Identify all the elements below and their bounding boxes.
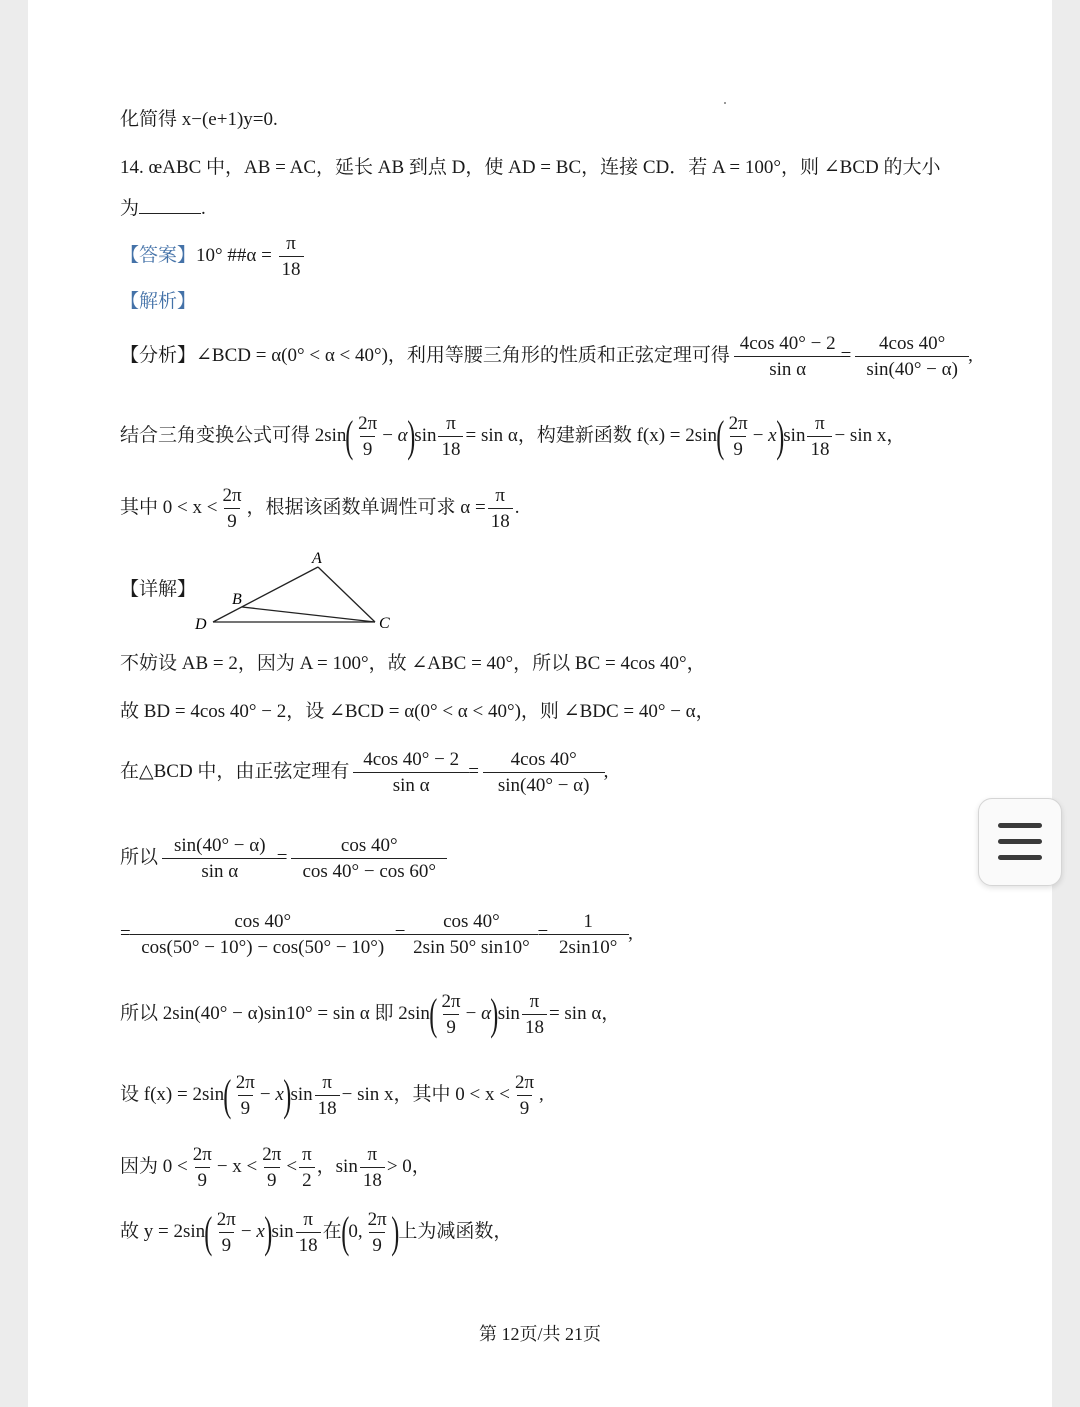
answer-line: 【答案】10° ##α = $\frac{\pi}{18}$ bbox=[120, 234, 306, 279]
answer-label: 【答案】 bbox=[120, 244, 197, 266]
hamburger-icon-bar-3 bbox=[998, 855, 1042, 860]
decreasing-line: 故 y = 2sin( $\frac{2\pi}{9}$ − x)sin $\frac{\pi}{18}$ 在(0, $\frac{2\pi}{9}$ )上为减函数， bbox=[120, 1207, 513, 1257]
hamburger-icon-bar-1 bbox=[998, 823, 1042, 828]
suoyi-line-2: 所以 2sin(40° − α)sin10° = sin α 即 2sin( $\frac{2\pi}{9}$ − α)sin $\frac{\pi}{18}$ = sin α， bbox=[120, 989, 621, 1039]
yinwei-line: 因为 0 < $\frac{2\pi}{9}$ − x < $\frac{2\pi}{9}$ < $\frac{\pi}{2}$ ，sin $\frac{\pi}{18}$ > 0， bbox=[120, 1144, 431, 1191]
question-14-blank-line: 为 . bbox=[120, 198, 206, 219]
she-line: 设 f(x) = 2sin( $\frac{2\pi}{9}$ − x)sin $\frac{\pi}{18}$ − sin x，其中 0 < x < $\frac{2\pi}{9}$ , bbox=[120, 1070, 544, 1120]
vertex-d: D bbox=[195, 616, 207, 633]
answer-blank bbox=[139, 213, 201, 214]
gu-line: 故 BD = 4cos 40° − 2，设 ∠BCD = α(0° < α < 40°)，则 ∠BDC = 40° − α， bbox=[120, 701, 715, 722]
detail-label: 【详解】 bbox=[120, 579, 197, 600]
sine-rule-line: 在△BCD 中，由正弦定理有 $\frac{4\cos 40^\circ - 2}{\text{sin α}}$ = $\frac{4\cos 40^\circ}{\sin(40^\circ - \alpha)}$ , bbox=[120, 749, 609, 796]
qizhong-line: 其中 0 < x < $\frac{2\pi}{9}$ ，根据该函数单调性可求 α = $\frac{\pi}{18}$ . bbox=[120, 485, 520, 532]
line-simplify: 化简得 x−(e+1)y=0. bbox=[120, 109, 278, 130]
vertex-b: B bbox=[232, 591, 242, 608]
bufang-line: 不妨设 AB = 2，因为 A = 100°，故 ∠ABC = 40°，所以 BC = 4cos 40°， bbox=[120, 653, 706, 674]
chain-line: = $\frac{\cos 40^\circ}{\cos(50^\circ - 10^\circ) - \cos(50^\circ - 10^\circ)}$ = $\frac{\cos 40^\circ}{2\sin 50^\circ \sin 10^\circ}$ = $\frac{1}{2\sin 10^\circ}$ , bbox=[120, 911, 633, 958]
hamburger-icon-bar-2 bbox=[998, 839, 1042, 844]
page-number: 第 12页/共 21页 bbox=[478, 1324, 601, 1344]
scan-speck bbox=[724, 102, 726, 104]
triangle-figure bbox=[185, 545, 405, 635]
fenxi-line: 【分析】∠BCD = α(0° < α < 40°)，利用等腰三角形的性质和正弦定理可得 $\frac{4\cos 40^\circ - 2}{\text{sin α}}$ = $\frac{4\cos 40^\circ}{\sin(40^\circ - \alpha)}$ , bbox=[120, 333, 973, 380]
jiehe-line: 结合三角变换公式可得 2sin( $\frac{2\pi}{9}$ − α)sin $\frac{\pi}{18}$ = sin α，构建新函数 f(x) = 2sin( $\frac{2\pi}{9}$ − x)sin $\frac{\pi}{18}$ − sin x， bbox=[120, 411, 906, 461]
question-14: 14. œABC 中，AB = AC，延长 AB 到点 D，使 AD = BC，连接 CD．若 A = 100°，则 ∠BCD 的大小 bbox=[120, 157, 941, 178]
vertex-c: C bbox=[379, 615, 390, 632]
suoyi-line-1: 所以 $\frac{\sin(40^\circ - \alpha)}{\text{sin α}}$ = $\frac{\cos 40^\circ}{\cos 40^\circ - \cos 60^\circ}$ bbox=[120, 836, 446, 881]
vertex-a: A bbox=[312, 550, 322, 567]
analysis-label: 【解析】 bbox=[120, 291, 197, 312]
menu-button[interactable] bbox=[978, 798, 1062, 886]
